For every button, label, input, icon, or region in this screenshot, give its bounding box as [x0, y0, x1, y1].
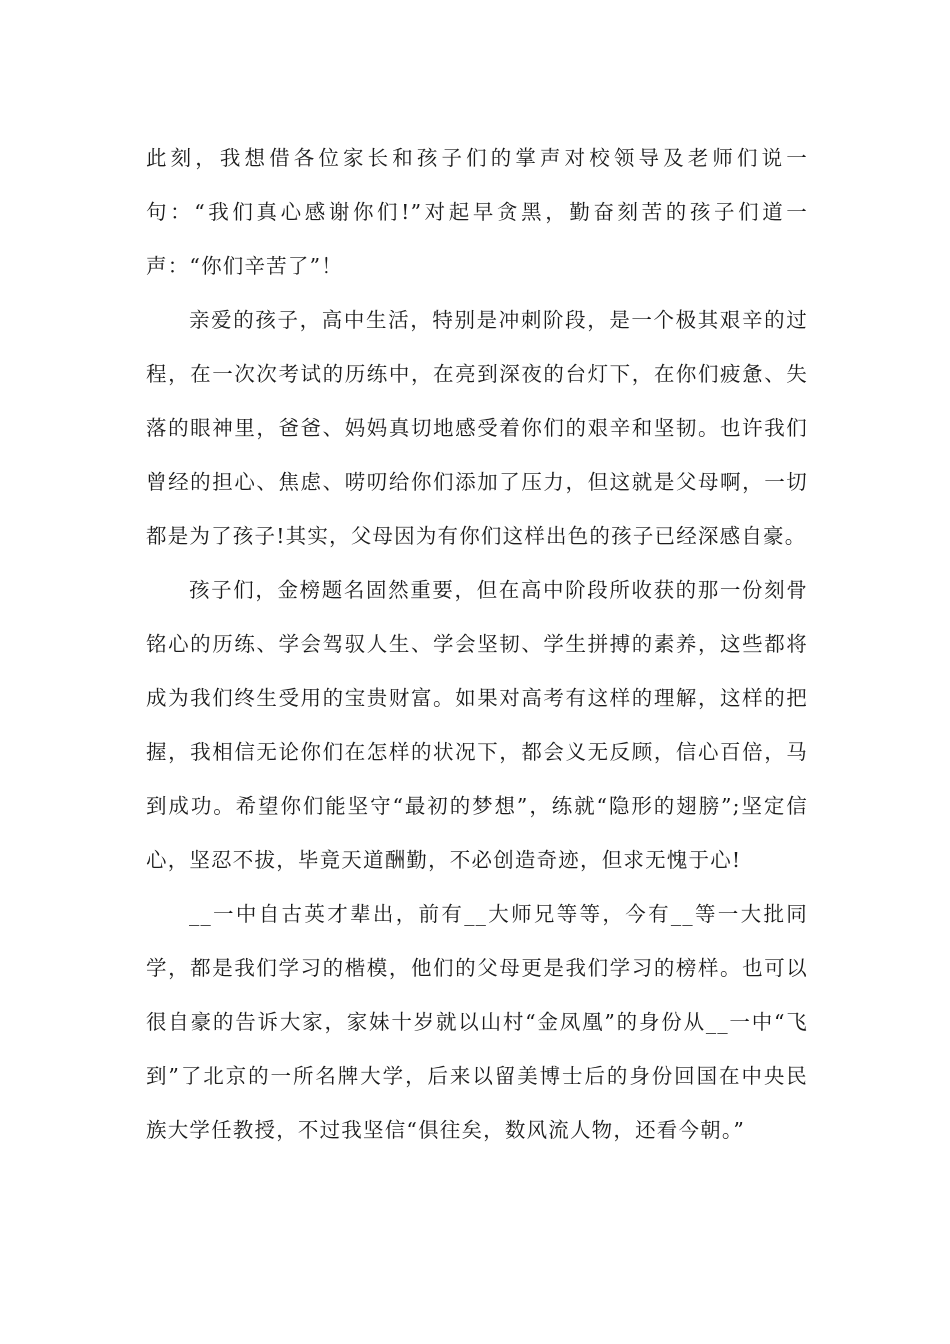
paragraph-3: 孩子们，金榜题名固然重要，但在高中阶段所收获的那一份刻骨铭心的历练、学会驾驭人生、学会坚韧、学生拼搏的素养，这些都将成为我们终生受用的宝贵财富。如果对高考有这样的理解，这样的把握，我相信无论你们在怎样的状况下，都会义无反顾，信心百倍，马到成功。希望你们能坚守“最初的梦想”，练就“隐形的翅膀”;坚定信心，坚忍不拔，毕竟天道酬勤，不必创造奇迹，但求无愧于心! — [146, 578, 808, 872]
document-body — [146, 131, 808, 1157]
paragraph-1: 此刻，我想借各位家长和孩子们的掌声对校领导及老师们说一句：“我们真心感谢你们!”对起早贪黑，勤奋刻苦的孩子们道一声：“你们辛苦了”！ — [146, 146, 808, 278]
paragraph-2: 亲爱的孩子，高中生活，特别是冲刺阶段，是一个极其艰辛的过程，在一次次考试的历练中，在亮到深夜的台灯下，在你们疲惫、失落的眼神里，爸爸、妈妈真切地感受着你们的艰辛和坚韧。也许我们曾经的担心、焦虑、唠叨给你们添加了压力，但这就是父母啊，一切都是为了孩子!其实，父母因为有你们这样出色的孩子已经深感自豪。 — [146, 308, 808, 548]
paragraph-4: __一中自古英才辈出，前有__大师兄等等，今有__等一大批同学，都是我们学习的楷模，他们的父母更是我们学习的榜样。也可以很自豪的告诉大家，家妹十岁就以山村“金凤凰”的身份从__一中“飞到”了北京的一所名牌大学，后来以留美博士后的身份回国在中央民族大学任教授，不过我坚信“俱往矣，数风流人物，还看今朝。” — [146, 902, 808, 1142]
